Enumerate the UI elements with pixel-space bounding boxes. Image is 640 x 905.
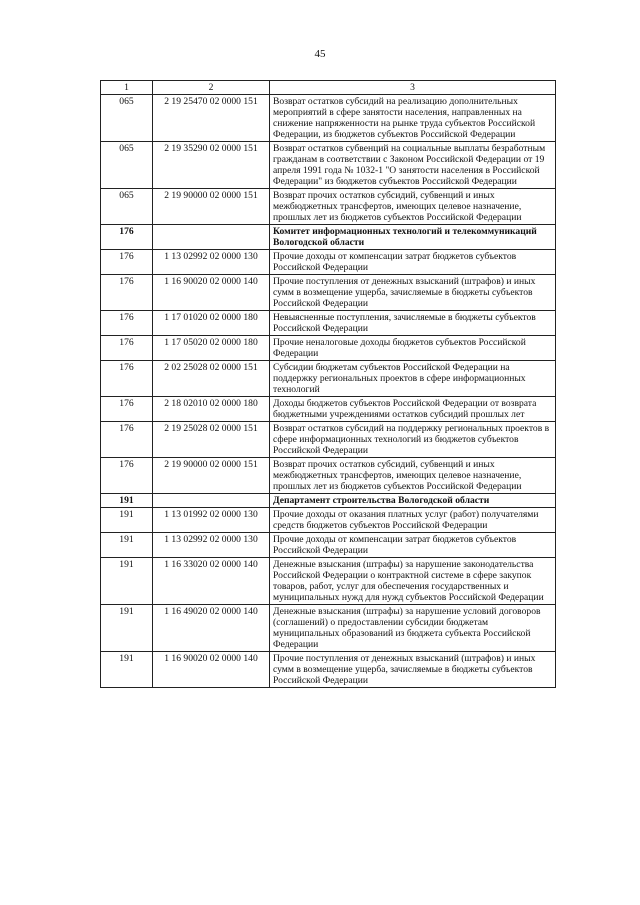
- budget-code-cell: 2 19 90000 02 0000 151: [153, 189, 270, 225]
- income-name-cell: Прочие поступления от денежных взысканий (штрафов) и иных сумм в возмещение ущерба, зачисляемые в бюджеты субъектов Российской Федерации: [270, 652, 556, 688]
- income-name-cell: Возврат остатков субсидий на поддержку региональных проектов в сфере информационных технологий из бюджетов субъектов Российской Федерации: [270, 422, 556, 458]
- budget-code-cell: 1 13 01992 02 0000 130: [153, 508, 270, 533]
- admin-code-cell: 176: [101, 361, 153, 397]
- column-number-2: 2: [153, 81, 270, 95]
- table-row: [101, 458, 556, 494]
- admin-code-cell: 065: [101, 189, 153, 225]
- admin-code-cell: 176: [101, 250, 153, 275]
- column-number-1: 1: [101, 81, 153, 95]
- table-row: [101, 508, 556, 533]
- table-row: [101, 189, 556, 225]
- income-name-cell: Прочие доходы от компенсации затрат бюджетов субъектов Российской Федерации: [270, 250, 556, 275]
- income-name-cell: Доходы бюджетов субъектов Российской Федерации от возврата бюджетными учреждениями остатков субсидий прошлых лет: [270, 397, 556, 422]
- admin-code-cell: 191: [101, 605, 153, 652]
- budget-classification-table: [100, 80, 556, 688]
- admin-code-cell: 191: [101, 652, 153, 688]
- income-name-cell: Субсидии бюджетам субъектов Российской Федерации на поддержку региональных проектов в сфере информационных технологий: [270, 361, 556, 397]
- column-number-3: 3: [270, 81, 556, 95]
- admin-code-cell: 191: [101, 558, 153, 605]
- income-name-cell: Прочие доходы от компенсации затрат бюджетов субъектов Российской Федерации: [270, 533, 556, 558]
- page-number: 45: [314, 48, 326, 60]
- income-name-cell: Денежные взыскания (штрафы) за нарушение законодательства Российской Федерации о контрактной системе в сфере закупок товаров, работ, услуг для обеспечения государственных и муниципальных нужд для нужд субъектов Российской Федерации: [270, 558, 556, 605]
- budget-code-cell: 2 19 35290 02 0000 151: [153, 142, 270, 189]
- budget-code-cell: 1 17 01020 02 0000 180: [153, 311, 270, 336]
- table-header-row: [101, 81, 556, 95]
- admin-code-cell: 176: [101, 311, 153, 336]
- table-row: [101, 361, 556, 397]
- budget-code-cell: 1 16 90020 02 0000 140: [153, 652, 270, 688]
- income-name-cell: Возврат остатков субсидий на реализацию дополнительных мероприятий в сфере занятости населения, направленных на снижение напряженности на рынке труда субъектов Российской Федерации, из бюджетов субъектов Российской Федерации: [270, 95, 556, 142]
- table-row: [101, 275, 556, 311]
- admin-code-cell: 065: [101, 95, 153, 142]
- table-row: [101, 397, 556, 422]
- budget-code-cell: 1 13 02992 02 0000 130: [153, 533, 270, 558]
- table-row: [101, 652, 556, 688]
- budget-code-cell: 1 16 90020 02 0000 140: [153, 275, 270, 311]
- income-name-cell: Департамент строительства Вологодской области: [270, 494, 556, 508]
- table-row: [101, 250, 556, 275]
- budget-code-cell: 2 19 25028 02 0000 151: [153, 422, 270, 458]
- budget-code-cell: 2 19 25470 02 0000 151: [153, 95, 270, 142]
- income-name-cell: Возврат прочих остатков субсидий, субвенций и иных межбюджетных трансфертов, имеющих целевое назначение, прошлых лет из бюджетов субъектов Российской Федерации: [270, 189, 556, 225]
- table-row: [101, 533, 556, 558]
- admin-code-cell: 176: [101, 458, 153, 494]
- admin-code-cell: 176: [101, 397, 153, 422]
- budget-code-cell: 2 02 25028 02 0000 151: [153, 361, 270, 397]
- admin-code-cell: 191: [101, 533, 153, 558]
- budget-code-cell: 2 19 90000 02 0000 151: [153, 458, 270, 494]
- admin-code-cell: 176: [101, 422, 153, 458]
- admin-code-cell: 191: [101, 508, 153, 533]
- budget-code-cell: [153, 494, 270, 508]
- admin-code-cell: 176: [101, 336, 153, 361]
- admin-code-cell: 176: [101, 225, 153, 250]
- admin-code-cell: 176: [101, 275, 153, 311]
- table-row: [101, 558, 556, 605]
- income-name-cell: Возврат прочих остатков субсидий, субвенций и иных межбюджетных трансфертов, имеющих целевое назначение, прошлых лет из бюджетов субъектов Российской Федерации: [270, 458, 556, 494]
- income-name-cell: Возврат остатков субвенций на социальные выплаты безработным гражданам в соответствии с Законом Российской Федерации от 19 апреля 1991 года № 1032-1 "О занятости населения в Российской Федерации" из бюджетов субъектов Российской Федерации: [270, 142, 556, 189]
- admin-code-cell: 065: [101, 142, 153, 189]
- budget-code-cell: 1 13 02992 02 0000 130: [153, 250, 270, 275]
- table-row: [101, 422, 556, 458]
- budget-code-cell: 1 17 05020 02 0000 180: [153, 336, 270, 361]
- admin-code-cell: 191: [101, 494, 153, 508]
- budget-code-cell: 1 16 33020 02 0000 140: [153, 558, 270, 605]
- income-name-cell: Невыясненные поступления, зачисляемые в бюджеты субъектов Российской Федерации: [270, 311, 556, 336]
- income-name-cell: Комитет информационных технологий и телекоммуникаций Вологодской области: [270, 225, 556, 250]
- income-name-cell: Прочие неналоговые доходы бюджетов субъектов Российской Федерации: [270, 336, 556, 361]
- budget-code-cell: 1 16 49020 02 0000 140: [153, 605, 270, 652]
- income-name-cell: Денежные взыскания (штрафы) за нарушение условий договоров (соглашений) о предоставлении субсидии бюджетам муниципальных образований из бюджета субъекта Российской Федерации: [270, 605, 556, 652]
- table-row: [101, 605, 556, 652]
- income-name-cell: Прочие поступления от денежных взысканий (штрафов) и иных сумм в возмещение ущерба, зачисляемые в бюджеты субъектов Российской Федерации: [270, 275, 556, 311]
- table-row: [101, 336, 556, 361]
- table-row: [101, 311, 556, 336]
- section-heading-row: [101, 494, 556, 508]
- table-row: [101, 95, 556, 142]
- table-row: [101, 142, 556, 189]
- income-name-cell: Прочие доходы от оказания платных услуг (работ) получателями средств бюджетов субъектов Российской Федерации: [270, 508, 556, 533]
- section-heading-row: [101, 225, 556, 250]
- budget-code-cell: 2 18 02010 02 0000 180: [153, 397, 270, 422]
- budget-code-cell: [153, 225, 270, 250]
